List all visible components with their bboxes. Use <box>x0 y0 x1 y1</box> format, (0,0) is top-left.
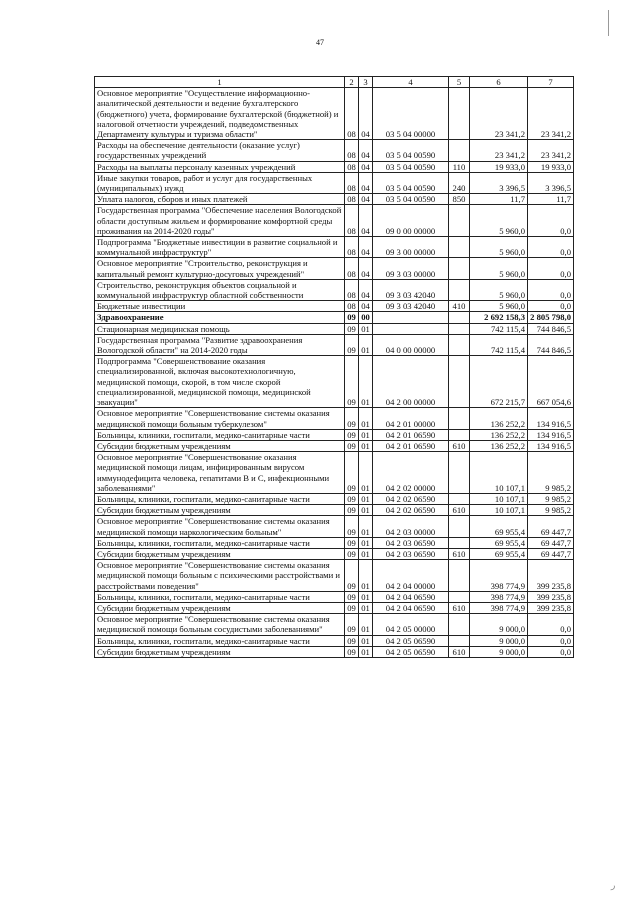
target-article-cell: 09 3 00 00000 <box>373 237 449 258</box>
amount-year1-cell: 136 252,2 <box>470 429 528 440</box>
amount-year1-cell: 5 960,0 <box>470 205 528 237</box>
section-code-cell: 09 <box>345 493 359 504</box>
amount-year1-cell: 742 115,4 <box>470 334 528 355</box>
expense-type-cell <box>449 258 470 279</box>
amount-year1-cell: 136 252,2 <box>470 408 528 429</box>
subsection-code-cell: 01 <box>359 635 373 646</box>
table-row <box>95 646 574 657</box>
target-article-cell: 04 2 02 06590 <box>373 505 449 516</box>
amount-year1-cell: 398 774,9 <box>470 591 528 602</box>
amount-year1-cell: 5 960,0 <box>470 237 528 258</box>
target-article-cell: 04 2 01 06590 <box>373 429 449 440</box>
column-header-4: 4 <box>373 77 449 88</box>
amount-year2-cell: 744 846,5 <box>528 323 574 334</box>
amount-year2-cell: 667 054,6 <box>528 356 574 408</box>
expense-type-cell <box>449 140 470 161</box>
table-row <box>95 279 574 300</box>
expense-type-cell <box>449 205 470 237</box>
target-article-cell: 04 2 03 06590 <box>373 548 449 559</box>
section-code-cell: 09 <box>345 440 359 451</box>
row-name-cell: Расходы на обеспечение деятельности (оказание услуг) государственных учреждений <box>95 140 345 161</box>
table-row <box>95 172 574 193</box>
amount-year2-cell: 134 916,5 <box>528 408 574 429</box>
amount-year2-cell: 9 985,2 <box>528 452 574 494</box>
target-article-cell: 04 0 00 00000 <box>373 334 449 355</box>
row-name-cell: Государственная программа "Обеспечение населения Вологодской области доступным жильем и формирование комфортной среды проживания на 2014-2020 годы" <box>95 205 345 237</box>
expense-type-cell: 610 <box>449 505 470 516</box>
section-code-cell: 09 <box>345 408 359 429</box>
target-article-cell: 04 2 04 06590 <box>373 591 449 602</box>
target-article-cell: 04 2 05 00000 <box>373 614 449 635</box>
amount-year1-cell: 10 107,1 <box>470 493 528 504</box>
amount-year1-cell: 5 960,0 <box>470 279 528 300</box>
row-name-cell: Основное мероприятие "Осуществление информационно-аналитической деятельности и ведение бухгалтерского (бюджетного) учета, формирование бухгалтерской (бюджетной) и налоговой отчетности учреждений, подведомственных Департаменту культуры и туризма области" <box>95 88 345 140</box>
section-code-cell: 09 <box>345 516 359 537</box>
row-name-cell: Подпрограмма "Совершенствование оказания специализированной, включая высокотехнологичную, медицинской помощи, скорой, в том числе скорой специализированной, медицинской помощи, медицинской эвакуации" <box>95 356 345 408</box>
row-name-cell: Строительство, реконструкция объектов социальной и коммунальной инфраструктур областной собственности <box>95 279 345 300</box>
target-article-cell: 03 5 04 00590 <box>373 172 449 193</box>
table-row <box>95 560 574 592</box>
section-code-cell: 08 <box>345 205 359 237</box>
table-row <box>95 429 574 440</box>
expense-type-cell: 610 <box>449 646 470 657</box>
target-article-cell: 04 2 01 00000 <box>373 408 449 429</box>
row-name-cell: Субсидии бюджетным учреждениям <box>95 548 345 559</box>
target-article-cell: 04 2 01 06590 <box>373 440 449 451</box>
amount-year2-cell: 69 447,7 <box>528 548 574 559</box>
corner-mark: ر <box>611 880 616 890</box>
budget-table <box>94 76 574 658</box>
row-name-cell: Субсидии бюджетным учреждениям <box>95 440 345 451</box>
amount-year2-cell: 69 447,7 <box>528 516 574 537</box>
subsection-code-cell: 01 <box>359 505 373 516</box>
section-code-cell: 08 <box>345 237 359 258</box>
row-name-cell: Государственная программа "Развитие здравоохранения Вологодской области" на 2014-2020 годы <box>95 334 345 355</box>
target-article-cell: 03 5 04 00590 <box>373 194 449 205</box>
amount-year2-cell: 3 396,5 <box>528 172 574 193</box>
table-row <box>95 301 574 312</box>
expense-type-cell: 410 <box>449 301 470 312</box>
amount-year1-cell: 5 960,0 <box>470 258 528 279</box>
subsection-code-cell: 01 <box>359 602 373 613</box>
section-code-cell: 09 <box>345 614 359 635</box>
subsection-code-cell: 01 <box>359 429 373 440</box>
expense-type-cell <box>449 408 470 429</box>
table-row <box>95 614 574 635</box>
section-code-cell: 09 <box>345 560 359 592</box>
subsection-code-cell: 01 <box>359 334 373 355</box>
subsection-code-cell: 01 <box>359 493 373 504</box>
amount-year1-cell: 3 396,5 <box>470 172 528 193</box>
subsection-code-cell: 01 <box>359 591 373 602</box>
section-code-cell: 08 <box>345 194 359 205</box>
row-name-cell: Иные закупки товаров, работ и услуг для государственных (муниципальных) нужд <box>95 172 345 193</box>
amount-year2-cell: 23 341,2 <box>528 88 574 140</box>
row-name-cell: Субсидии бюджетным учреждениям <box>95 602 345 613</box>
section-code-cell: 09 <box>345 452 359 494</box>
section-code-cell: 08 <box>345 279 359 300</box>
section-code-cell: 08 <box>345 172 359 193</box>
expense-type-cell <box>449 356 470 408</box>
table-row <box>95 334 574 355</box>
expense-type-cell <box>449 452 470 494</box>
target-article-cell <box>373 323 449 334</box>
target-article-cell: 04 2 02 06590 <box>373 493 449 504</box>
table-row <box>95 505 574 516</box>
subsection-code-cell: 04 <box>359 88 373 140</box>
page-number: 47 <box>316 38 324 47</box>
subsection-code-cell: 01 <box>359 548 373 559</box>
table-body <box>95 77 574 658</box>
amount-year1-cell: 2 692 158,3 <box>470 312 528 323</box>
amount-year2-cell: 2 805 798,0 <box>528 312 574 323</box>
amount-year2-cell: 744 846,5 <box>528 334 574 355</box>
expense-type-cell: 850 <box>449 194 470 205</box>
amount-year2-cell: 11,7 <box>528 194 574 205</box>
target-article-cell: 09 3 03 42040 <box>373 279 449 300</box>
expense-type-cell <box>449 516 470 537</box>
table-row <box>95 323 574 334</box>
expense-type-cell <box>449 334 470 355</box>
section-code-cell: 08 <box>345 258 359 279</box>
scan-edge-mark <box>608 10 609 36</box>
amount-year2-cell: 0,0 <box>528 646 574 657</box>
table-row <box>95 194 574 205</box>
amount-year1-cell: 11,7 <box>470 194 528 205</box>
row-name-cell: Стационарная медицинская помощь <box>95 323 345 334</box>
subsection-code-cell: 04 <box>359 161 373 172</box>
amount-year2-cell: 399 235,8 <box>528 560 574 592</box>
section-code-cell: 08 <box>345 88 359 140</box>
amount-year2-cell: 0,0 <box>528 205 574 237</box>
subsection-code-cell: 04 <box>359 258 373 279</box>
amount-year1-cell: 9 000,0 <box>470 635 528 646</box>
subsection-code-cell: 00 <box>359 312 373 323</box>
subsection-code-cell: 01 <box>359 614 373 635</box>
table-row <box>95 493 574 504</box>
subsection-code-cell: 01 <box>359 560 373 592</box>
subsection-code-cell: 04 <box>359 205 373 237</box>
section-code-cell: 08 <box>345 161 359 172</box>
amount-year2-cell: 399 235,8 <box>528 602 574 613</box>
table-row <box>95 356 574 408</box>
section-code-cell: 09 <box>345 646 359 657</box>
table-row <box>95 237 574 258</box>
row-name-cell: Бюджетные инвестиции <box>95 301 345 312</box>
row-name-cell: Больницы, клиники, госпитали, медико-санитарные части <box>95 493 345 504</box>
row-name-cell: Здравоохранение <box>95 312 345 323</box>
subsection-code-cell: 04 <box>359 140 373 161</box>
expense-type-cell: 110 <box>449 161 470 172</box>
subsection-code-cell: 04 <box>359 172 373 193</box>
row-name-cell: Основное мероприятие "Совершенствование системы оказания медицинской помощи больным с психическими расстройствами и расстройствами поведения" <box>95 560 345 592</box>
section-code-cell: 09 <box>345 505 359 516</box>
amount-year2-cell: 399 235,8 <box>528 591 574 602</box>
expense-type-cell <box>449 88 470 140</box>
table-row <box>95 161 574 172</box>
table-row <box>95 88 574 140</box>
target-article-cell: 04 2 03 00000 <box>373 516 449 537</box>
table-row <box>95 591 574 602</box>
row-name-cell: Основное мероприятие "Совершенствование оказания медицинской помощи лицам, инфицированным вирусом иммунодефицита человека, гепатитами В и С, инфекционными заболеваниями" <box>95 452 345 494</box>
section-code-cell: 09 <box>345 537 359 548</box>
target-article-cell: 03 5 04 00590 <box>373 140 449 161</box>
header-row <box>95 77 574 88</box>
target-article-cell: 04 2 00 00000 <box>373 356 449 408</box>
amount-year1-cell: 69 955,4 <box>470 516 528 537</box>
expense-type-cell <box>449 237 470 258</box>
column-header-1: 1 <box>95 77 345 88</box>
table-row <box>95 602 574 613</box>
target-article-cell: 04 2 05 06590 <box>373 635 449 646</box>
amount-year2-cell: 0,0 <box>528 258 574 279</box>
row-name-cell: Больницы, клиники, госпитали, медико-санитарные части <box>95 591 345 602</box>
expense-type-cell: 610 <box>449 602 470 613</box>
table-row <box>95 516 574 537</box>
target-article-cell: 04 2 05 06590 <box>373 646 449 657</box>
expense-type-cell <box>449 312 470 323</box>
table-row <box>95 440 574 451</box>
amount-year1-cell: 19 933,0 <box>470 161 528 172</box>
subsection-code-cell: 01 <box>359 537 373 548</box>
expense-type-cell: 240 <box>449 172 470 193</box>
subsection-code-cell: 04 <box>359 237 373 258</box>
row-name-cell: Основное мероприятие "Строительство, реконструкция и капитальный ремонт культурно-досуговых учреждений" <box>95 258 345 279</box>
expense-type-cell: 610 <box>449 548 470 559</box>
amount-year1-cell: 23 341,2 <box>470 140 528 161</box>
amount-year1-cell: 5 960,0 <box>470 301 528 312</box>
expense-type-cell <box>449 493 470 504</box>
target-article-cell: 09 3 03 42040 <box>373 301 449 312</box>
target-article-cell: 03 5 04 00000 <box>373 88 449 140</box>
amount-year2-cell: 0,0 <box>528 301 574 312</box>
subsection-code-cell: 01 <box>359 646 373 657</box>
section-code-cell: 09 <box>345 312 359 323</box>
subsection-code-cell: 04 <box>359 194 373 205</box>
amount-year1-cell: 398 774,9 <box>470 560 528 592</box>
table-row <box>95 537 574 548</box>
row-name-cell: Больницы, клиники, госпитали, медико-санитарные части <box>95 429 345 440</box>
column-header-5: 5 <box>449 77 470 88</box>
section-code-cell: 09 <box>345 429 359 440</box>
section-code-cell: 09 <box>345 602 359 613</box>
target-article-cell: 04 2 03 06590 <box>373 537 449 548</box>
subsection-code-cell: 01 <box>359 408 373 429</box>
row-name-cell: Расходы на выплаты персоналу казенных учреждений <box>95 161 345 172</box>
row-name-cell: Субсидии бюджетным учреждениям <box>95 505 345 516</box>
target-article-cell: 04 2 04 00000 <box>373 560 449 592</box>
row-name-cell: Основное мероприятие "Совершенствование системы оказания медицинской помощи больным туберкулезом" <box>95 408 345 429</box>
amount-year2-cell: 69 447,7 <box>528 537 574 548</box>
table-row <box>95 548 574 559</box>
section-code-cell: 08 <box>345 301 359 312</box>
table-row <box>95 205 574 237</box>
section-code-cell: 09 <box>345 548 359 559</box>
target-article-cell: 04 2 04 06590 <box>373 602 449 613</box>
amount-year1-cell: 10 107,1 <box>470 505 528 516</box>
section-code-cell: 08 <box>345 140 359 161</box>
row-name-cell: Больницы, клиники, госпитали, медико-санитарные части <box>95 635 345 646</box>
column-header-2: 2 <box>345 77 359 88</box>
amount-year2-cell: 134 916,5 <box>528 429 574 440</box>
table-row <box>95 312 574 323</box>
table-row <box>95 408 574 429</box>
subsection-code-cell: 01 <box>359 440 373 451</box>
amount-year1-cell: 398 774,9 <box>470 602 528 613</box>
subsection-code-cell: 01 <box>359 356 373 408</box>
column-header-3: 3 <box>359 77 373 88</box>
amount-year2-cell: 134 916,5 <box>528 440 574 451</box>
amount-year2-cell: 19 933,0 <box>528 161 574 172</box>
amount-year2-cell: 9 985,2 <box>528 493 574 504</box>
target-article-cell: 09 0 00 00000 <box>373 205 449 237</box>
column-header-7: 7 <box>528 77 574 88</box>
amount-year1-cell: 69 955,4 <box>470 537 528 548</box>
amount-year2-cell: 0,0 <box>528 635 574 646</box>
expense-type-cell: 610 <box>449 440 470 451</box>
table-row <box>95 258 574 279</box>
amount-year1-cell: 136 252,2 <box>470 440 528 451</box>
target-article-cell: 09 3 03 00000 <box>373 258 449 279</box>
amount-year1-cell: 23 341,2 <box>470 88 528 140</box>
section-code-cell: 09 <box>345 323 359 334</box>
subsection-code-cell: 01 <box>359 452 373 494</box>
section-code-cell: 09 <box>345 635 359 646</box>
amount-year2-cell: 0,0 <box>528 279 574 300</box>
row-name-cell: Основное мероприятие "Совершенствование системы оказания медицинской помощи больным сосудистыми заболеваниями" <box>95 614 345 635</box>
amount-year2-cell: 0,0 <box>528 237 574 258</box>
amount-year2-cell: 23 341,2 <box>528 140 574 161</box>
row-name-cell: Больницы, клиники, госпитали, медико-санитарные части <box>95 537 345 548</box>
row-name-cell: Субсидии бюджетным учреждениям <box>95 646 345 657</box>
subsection-code-cell: 01 <box>359 516 373 537</box>
subsection-code-cell: 04 <box>359 301 373 312</box>
target-article-cell: 03 5 04 00590 <box>373 161 449 172</box>
row-name-cell: Основное мероприятие "Совершенствование системы оказания медицинской помощи наркологическим больным" <box>95 516 345 537</box>
amount-year2-cell: 0,0 <box>528 614 574 635</box>
section-code-cell: 09 <box>345 591 359 602</box>
expense-type-cell <box>449 323 470 334</box>
expense-type-cell <box>449 279 470 300</box>
section-code-cell: 09 <box>345 356 359 408</box>
row-name-cell: Подпрограмма "Бюджетные инвестиции в развитие социальной и коммунальной инфраструктур" <box>95 237 345 258</box>
column-header-6: 6 <box>470 77 528 88</box>
amount-year1-cell: 10 107,1 <box>470 452 528 494</box>
subsection-code-cell: 01 <box>359 323 373 334</box>
table-row <box>95 452 574 494</box>
amount-year1-cell: 742 115,4 <box>470 323 528 334</box>
subsection-code-cell: 04 <box>359 279 373 300</box>
expense-type-cell <box>449 591 470 602</box>
amount-year1-cell: 69 955,4 <box>470 548 528 559</box>
expense-type-cell <box>449 429 470 440</box>
table-row <box>95 140 574 161</box>
amount-year1-cell: 9 000,0 <box>470 646 528 657</box>
expense-type-cell <box>449 614 470 635</box>
section-code-cell: 09 <box>345 334 359 355</box>
amount-year1-cell: 9 000,0 <box>470 614 528 635</box>
amount-year1-cell: 672 215,7 <box>470 356 528 408</box>
row-name-cell: Уплата налогов, сборов и иных платежей <box>95 194 345 205</box>
table-row <box>95 635 574 646</box>
expense-type-cell <box>449 635 470 646</box>
target-article-cell: 04 2 02 00000 <box>373 452 449 494</box>
expense-type-cell <box>449 537 470 548</box>
expense-type-cell <box>449 560 470 592</box>
target-article-cell <box>373 312 449 323</box>
amount-year2-cell: 9 985,2 <box>528 505 574 516</box>
